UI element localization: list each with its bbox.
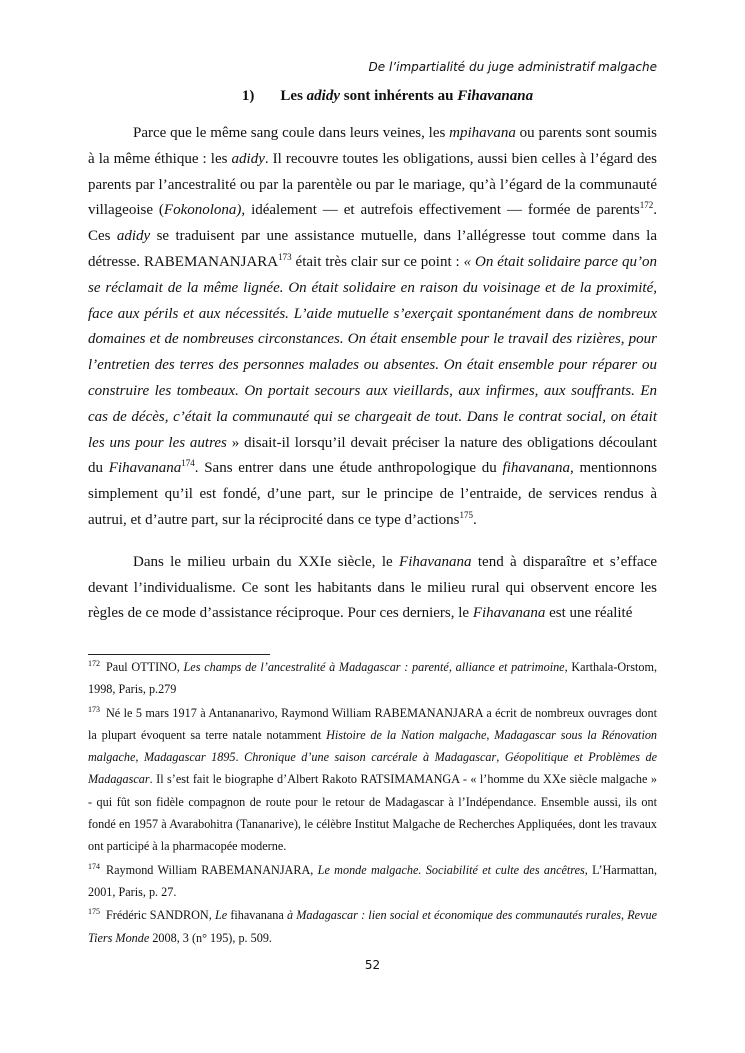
footnote-173: [88, 702, 657, 858]
footnote-ref-173[interactable]: 173: [278, 251, 292, 262]
text-run: idéalement — et autrefois effectivement — formée de parents: [245, 202, 640, 219]
text-run: ,: [496, 750, 505, 765]
italic-run: Chronique d’une saison carcérale à Madagascar: [244, 750, 497, 765]
text-run: ,: [135, 750, 144, 765]
text-run: , L’Harmattan, 2001, Paris, p. 27.: [88, 862, 657, 899]
text-run: . Sans entrer dans une étude anthropologique du: [194, 460, 503, 477]
footnote-ref-174[interactable]: 174: [181, 458, 195, 469]
text-run: Frédéric SANDRON,: [106, 908, 215, 923]
heading-text: Les: [280, 88, 307, 104]
text-run: . Il s’est fait le biographe d’Albert Rakoto RATSIMAMANGA - « l’homme du XXe siècle malgache » - qui fût son fidèle compagnon de route pour le retour de Madagascar à l’Indépendance. Ensemble aussi, ils ont fondé en 1957 à Avarabohitra (Tananarive), le célèbre Institut Malgache de Recherches Appliquées, dont les travaux ont participé à la pharmacopée moderne.: [88, 772, 657, 854]
footnote-number: 172: [88, 658, 100, 668]
heading-italic: Fihavanana: [457, 88, 534, 104]
text-run: ,: [620, 908, 628, 923]
text-run: se traduisent par une assistance mutuelle, dans l’allégresse tout comme dans la détresse. RABEMANANJARA: [88, 228, 658, 270]
heading-text: sont inhérents au: [339, 88, 458, 104]
text-run: , mentionnons simplement qu’il est fondé, d’une part, sur le principe de l’entraide, de services rendus à autrui, et d’autre part, sur la réciprocité dans ce type d’actions: [88, 460, 658, 528]
quotation: « On était solidaire parce qu’on se réclamait de la même lignée. On était solidaire en raison du voisinage et de la proximité, face aux périls et aux nécessités. L’aide mutuelle s’exerçait spontanément dans de nombreux domaines et de nombreuses circonstances. On était ensemble pour le travail des rizières, pour l’entretien des terres des personnes malades ou absentes. On était ensemble pour réparer ou construire les tombeaux. On portait secours aux vieillards, aux infirmes, aux souffrants. En cas de décès, c’était la communauté qui se chargeait de tout. Dans le contrat social, on était les uns pour les autres: [88, 253, 657, 451]
paragraph-1: [88, 121, 657, 534]
footnote-ref-172[interactable]: 172: [639, 200, 654, 211]
italic-run: Géopolitique et Problèmes de Madagascar: [88, 750, 657, 787]
italic-run: Fihavanana: [472, 605, 546, 622]
running-header: De l’impartialité du juge administratif malgache: [368, 60, 657, 74]
text-run: tend à disparaître et s’efface devant l’individualisme. Ce sont les habitants dans le milieu rural qui observent encore les règles de ce mode d’assistance réciproque. Pour ces derniers, le: [88, 553, 658, 622]
text-run: , Karthala-Orstom, 1998, Paris, p.279: [88, 660, 657, 697]
italic-run: Madagascar 1895: [143, 750, 236, 765]
text-run: Dans le milieu urbain du XXIe siècle, le: [133, 553, 400, 570]
page-number: 52: [364, 958, 381, 972]
footnote-175: [88, 904, 657, 949]
text-run: était très clair sur ce point :: [291, 253, 464, 270]
italic-run: adidy: [231, 150, 265, 167]
paragraph-2: [88, 550, 657, 627]
italic-run: Histoire de la Nation malgache: [326, 727, 487, 742]
text-run: .: [235, 750, 245, 765]
italic-run: Le monde malgache. Sociabilité et culte des ancêtres: [317, 862, 585, 877]
text-run: fihavanana: [227, 908, 287, 923]
text-run: Né le 5 mars 1917 à Antananarivo, Raymond William RABEMANANJARA a écrit de nombreux ouvrages dont la plupart évoquent sa terre natale notamment: [88, 705, 657, 742]
text-run: Parce que le même sang coule dans leurs veines, les: [133, 125, 450, 141]
footnote-number: 175: [88, 907, 100, 917]
italic-run: Le: [214, 908, 228, 923]
text-run: est une réalité: [545, 605, 633, 622]
section-heading: [0, 88, 745, 105]
text-run: » disait-il lorsqu’il devait préciser la nature des obligations découlant du: [88, 434, 657, 477]
footnote-ref-175[interactable]: 175: [459, 509, 474, 520]
heading-italic: adidy: [306, 88, 340, 104]
italic-run: Madagascar sous la Rénovation malgache: [88, 727, 658, 765]
footnote-number: 173: [88, 704, 100, 714]
text-run: ,: [486, 727, 495, 742]
text-run: . Il recouvre toutes les obligations, aussi bien celles à l’égard des parents par l’ancestralité ou par la parentèle ou par le mariage, qu’à l’égard de la communauté villageoise (: [88, 150, 657, 219]
italic-run: Fihavanana: [108, 460, 182, 477]
italic-run: Revue Tiers Monde: [88, 908, 657, 945]
italic-run: Les champs de l’ancestralité à Madagascar : parenté, alliance et patrimoine: [183, 660, 565, 674]
footnote-separator: [88, 654, 270, 655]
italic-run: à Madagascar : lien social et économique des communautés rurales: [286, 908, 621, 923]
footnote-172: [88, 656, 657, 701]
italic-run: fihavanana: [502, 460, 571, 477]
italic-run: Fokonolona),: [163, 202, 246, 219]
italic-run: adidy: [116, 228, 151, 245]
text-run: ou parents sont soumis à la même éthique : les: [88, 125, 657, 167]
italic-run: mpihavana: [449, 125, 516, 141]
footnotes: [88, 656, 657, 949]
footnote-number: 174: [88, 861, 100, 871]
text-run: Raymond William RABEMANANJARA,: [106, 862, 318, 877]
text-run: 2008, 3 (n° 195), p. 509.: [149, 930, 272, 945]
footnote-174: [88, 859, 657, 904]
body-text: [88, 121, 657, 627]
section-number: 1): [241, 88, 255, 104]
text-run: Paul OTTINO,: [106, 660, 184, 674]
text-run: . Ces: [88, 202, 657, 245]
text-run: .: [473, 511, 477, 528]
italic-run: Fihavanana: [399, 553, 472, 570]
